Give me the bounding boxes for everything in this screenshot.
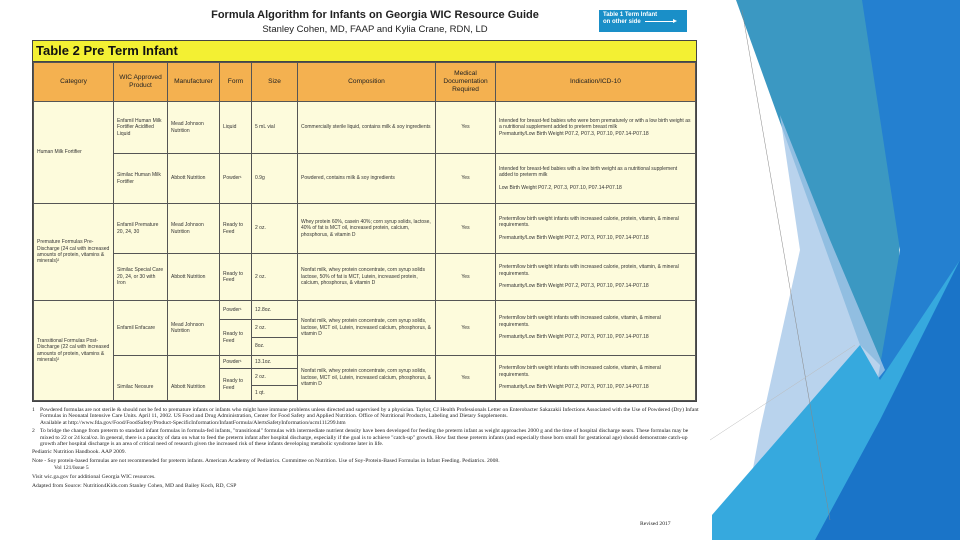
composition-cell: Powdered, contains milk & soy ingredients: [298, 154, 436, 204]
form-cell: Ready to Feed: [220, 204, 252, 254]
form-cell: Liquid: [220, 102, 252, 154]
product-cell: Similac Human Milk Fortifier: [114, 154, 168, 204]
product-cell: Enfamil Human Milk Fortifier Acidified Liquid: [114, 102, 168, 154]
indication-text: Intended for breast-fed babies with a low birth weight as a nutritional supplement added to preterm milk: [499, 165, 678, 179]
indication-cell: [496, 154, 696, 204]
indication-text: Preterm/low birth weight infants with increased calorie, protein, vitamin, & mineral requirements.: [499, 215, 679, 229]
table-row: [34, 356, 696, 369]
manufacturer-cell: Mead Johnson Nutrition: [168, 204, 220, 254]
column-header: Composition: [298, 63, 436, 102]
table-row: [34, 254, 696, 301]
footnote-text: Powdered formulas are not sterile & should not be fed to premature infants or infants who might have immune problems unless directed and supervised by a physician. Taylor, CJ Health Professionals Letter on Enterobacter Sakazakii Infections Associated with the Use of Powdered (Dry) Infant Formulas in Neonatal Intensive Care Units. April 11, 2002. US Food and Drug Administration, Center for Food Safety and Applied Nutrition. Office of Nutritional Products, Labeling and Dietary Supplements.: [40, 407, 699, 420]
category-cell: Human Milk Fortifier: [34, 102, 114, 204]
indication-text: Preterm/low birth weight infants with increased calorie, vitamin, & mineral requirements.: [499, 365, 661, 378]
med-doc-cell: Yes: [436, 154, 496, 204]
handbook-reference: Pediatric Nutrition Handbook. AAP 2009.: [32, 449, 126, 456]
table-row: [34, 102, 696, 154]
column-header: Category: [34, 63, 114, 102]
product-cell: Enfamil Premature 20, 24, 30: [114, 204, 168, 254]
column-header: Manufacturer: [168, 63, 220, 102]
size-cell: 12.8oz.: [252, 301, 298, 320]
footnote-1: [32, 407, 700, 426]
icd-text: Prematurity/Low Birth Weight P07.2, P07.3, P07.10, P07.14-P07.18: [499, 384, 649, 391]
column-header: Size: [252, 63, 298, 102]
icd-text: Low Birth Weight P07.2, P07.3, P07.10, P07.14-P07.18: [499, 184, 622, 191]
footnotes: [32, 407, 700, 491]
soy-note: [32, 458, 700, 471]
table-header-row: [34, 63, 696, 102]
composition-cell: Commercially sterile liquid, contains milk & soy ingredients: [298, 102, 436, 154]
form-cell: Powder¹: [220, 301, 252, 320]
column-header: Medical Documentation Required: [436, 63, 496, 102]
size-cell: 2 oz.: [252, 204, 298, 254]
category-cell: Transitional Formulas Post-Discharge (22 cal with increased amounts of protein, vitamins & minerals)²: [34, 301, 114, 401]
manufacturer-cell: Mead Johnson Nutrition: [168, 301, 220, 356]
med-doc-cell: Yes: [436, 356, 496, 401]
icd-text: Prematurity/Low Birth Weight P07.2, P07.3, P07.10, P07.14-P07.18: [499, 234, 649, 241]
composition-cell: Nonfat milk, whey protein concentrate, corn syrup solids, lactose, MCT oil, Lutein, increased calcium, phosphorus, & vitamin D: [298, 356, 436, 401]
visit-wic: Visit wic.ga.gov for additional Georgia WIC resources.: [32, 473, 156, 480]
preterm-formula-table: [32, 40, 697, 402]
form-cell: Powder¹: [220, 356, 252, 369]
size-cell: 2 oz.: [252, 320, 298, 338]
indication-cell: [496, 254, 696, 301]
form-cell: Ready to Feed: [220, 369, 252, 401]
available-label: Available at: [40, 419, 67, 426]
size-cell: 1 qt.: [252, 386, 298, 401]
manufacturer-cell: Mead Johnson Nutrition: [168, 102, 220, 154]
icd-text: Prematurity/Low Birth Weight P07.2, P07.3, P07.10, P07.14-P07.18: [499, 283, 649, 290]
revised-date: Revised 2017: [640, 521, 671, 527]
med-doc-cell: Yes: [436, 254, 496, 301]
column-header: Indication/ICD-10: [496, 63, 696, 102]
table-row: [34, 154, 696, 204]
form-cell: Ready to Feed: [220, 320, 252, 356]
soy-note-text: Note - Soy protein-based formulas are not recommended for preterm infants. American Academy of Pediatrics. Committee on Nutrition. Use of Soy-Protein-Based Formulas in Infant Feeding. Pediatrics. 2008.: [32, 458, 500, 465]
product-cell: Similac Neosure: [114, 356, 168, 401]
column-header: Form: [220, 63, 252, 102]
arrow-right-icon: [645, 21, 675, 22]
composition-cell: Whey protein 60%, casein 40%; corn syrup solids, lactose, 40% of fat is MCT oil, increased protein, calcium, phosphorus, & vitamin D: [298, 204, 436, 254]
footnote-2: [32, 428, 700, 447]
column-header: WIC Approved Product: [114, 63, 168, 102]
product-cell: Enfamil Enfacare: [114, 301, 168, 356]
size-cell: 13.1oz.: [252, 356, 298, 369]
document-title: Formula Algorithm for Infants on Georgia WIC Resource Guide: [211, 9, 539, 21]
composition-cell: Nonfat milk, whey protein concentrate, corn syrup solids lactose, 50% of fat is MCT, Lutein, increased protein, calcium, phosphorus, & vitamin D: [298, 254, 436, 301]
table-row: [34, 301, 696, 320]
soy-note-volume: Vol 121/Issue 5: [54, 464, 89, 471]
icd-text: Prematurity/Low Birth Weight P07.2, P07.3, P07.10, P07.14-P07.18: [499, 334, 649, 341]
manufacturer-cell: Abbott Nutrition: [168, 154, 220, 204]
icd-text: Prematurity/Low Birth Weight P07.2, P07.3, P07.10, P07.14-P07.18: [499, 130, 649, 137]
form-cell: Powder¹: [220, 154, 252, 204]
category-cell: Premature Formulas Pre-Discharge (24 cal with increased amounts of protein, vitamins & minerals)²: [34, 204, 114, 301]
size-cell: 5 mL vial: [252, 102, 298, 154]
fda-link[interactable]: http://www.fda.gov/Food/FoodSafety/Product-SpecificInformation/InfantFormula/AlertsSafetyInformation/ucm111299.htm: [68, 419, 346, 426]
med-doc-cell: Yes: [436, 102, 496, 154]
indication-cell: [496, 102, 696, 154]
table-row: [34, 204, 696, 254]
footnote-number: 1: [32, 407, 35, 413]
size-cell: 2 oz.: [252, 254, 298, 301]
badge-line-2: on other side: [603, 19, 641, 25]
size-cell: 0.9g: [252, 154, 298, 204]
product-cell: Similac Special Care 20, 24, or 30 with Iron: [114, 254, 168, 301]
indication-text: Preterm/low birth weight infants with increased calorie, vitamin, & mineral requirements.: [499, 315, 661, 328]
composition-cell: Nonfat milk, whey protein concentrate, corn syrup solids, lactose, MCT oil, Lutein, increased calcium, phosphorus, & vitamin D: [298, 301, 436, 356]
table-title: Table 2 Pre Term Infant: [33, 41, 696, 62]
indication-text: Preterm/low birth weight infants with increased calorie, protein, vitamin, & mineral requirements.: [499, 264, 679, 277]
form-cell: Ready to Feed: [220, 254, 252, 301]
med-doc-cell: Yes: [436, 301, 496, 356]
med-doc-cell: Yes: [436, 204, 496, 254]
indication-text: Intended for breast-fed babies who were born prematurely or with a low birth weight as a nutritional supplement added to preterm breast milk: [499, 117, 691, 131]
manufacturer-cell: Abbott Nutrition: [168, 254, 220, 301]
badge-line-1: Table 1 Term Infant: [603, 12, 658, 18]
adapted-source: Adapted from Source: Nutrition4Kids.com Stanley Cohen, MD and Bailey Koch, RD, CSP: [32, 482, 237, 489]
size-cell: 8oz.: [252, 338, 298, 356]
term-infant-badge[interactable]: [599, 10, 687, 32]
manufacturer-cell: Abbott Nutrition: [168, 356, 220, 401]
footnote-number: 2: [32, 428, 35, 435]
indication-cell: [496, 356, 696, 401]
indication-cell: [496, 204, 696, 254]
indication-cell: [496, 301, 696, 356]
document-authors: Stanley Cohen, MD, FAAP and Kylia Crane, RDN, LD: [262, 24, 488, 35]
footnote-text: To bridge the change from preterm to standard infant formulas in formula-fed infants, "transitional" formulas with intermediate nutrient density have been developed for feeding the preterm infant as weight approaches 2000 g and the time of hospital discharge nears. These formulas may be mixed to 22 or 24 kcal/oz. In general, there is a paucity of data on what to feed the preterm infant after hospital discharge, especially if the goal is to achieve "catch-up" growth. How fast these preterm infants (and especially those born small for gestational age) should demonstrate catch-up growth after hospital discharge is an area of critical need of research given the increased risk of these infants developing metabolic syndrome later in life.: [40, 428, 689, 448]
size-cell: 2 oz.: [252, 369, 298, 386]
